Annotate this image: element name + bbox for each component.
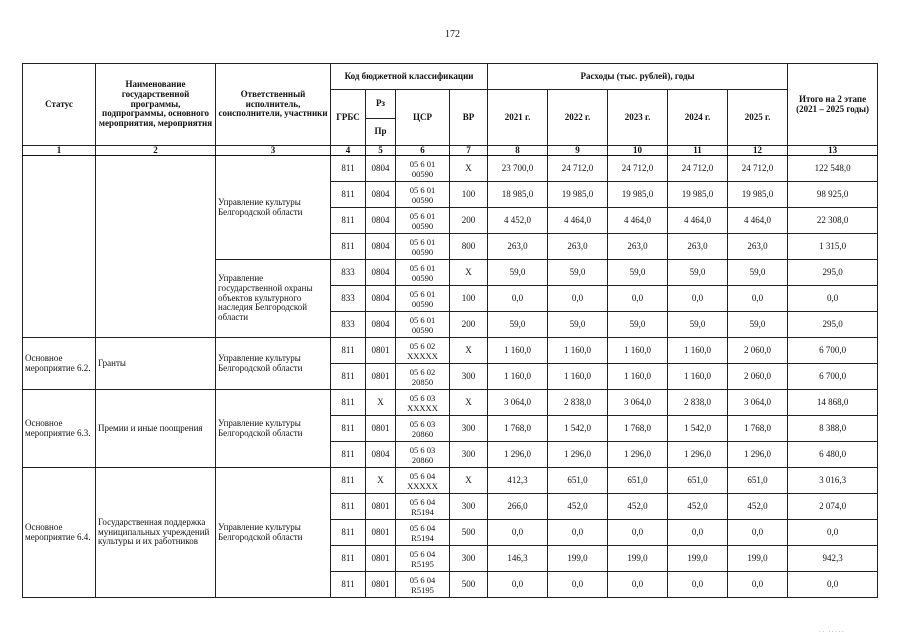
csr-cell [396,338,450,364]
value-cell-2024: 2 838,0 [668,390,728,416]
value-cell-2021: 59,0 [488,260,548,286]
header-year-2021: 2021 г. [488,90,548,146]
value-cell-2023: 4 464,0 [608,208,668,234]
value-cell-2021: 266,0 [488,494,548,520]
grbs-cell: 811 [331,546,366,572]
value-cell-2024: 452,0 [668,494,728,520]
col-number: 5 [366,146,396,156]
vr-cell: 300 [450,546,488,572]
value-cell-2022: 651,0 [548,468,608,494]
value-cell-2025: 24 712,0 [728,156,788,182]
rzpr-cell: 0804 [366,234,396,260]
header-name: Наименование государственной программы, подпрограммы, основного мероприятия, мероприятия [96,64,216,146]
rzpr-cell: 0804 [366,156,396,182]
vr-cell: 200 [450,208,488,234]
header-grbs: ГРБС [331,90,366,146]
col-number: 12 [728,146,788,156]
value-cell-2023: 0,0 [608,572,668,598]
status-cell [23,156,96,338]
value-cell-2022: 59,0 [548,260,608,286]
value-cell-2021: 0,0 [488,286,548,312]
grbs-cell: 811 [331,390,366,416]
csr-code-part: XXXXX [407,402,438,413]
value-cell-2024: 0,0 [668,572,728,598]
csr-code-part: R5194 [411,532,434,543]
name-cell: Премии и иные поощрения [96,390,216,468]
csr-code-part: 05 6 04 [409,470,436,481]
csr-code-part: 05 6 01 [409,262,436,273]
vr-cell: 800 [450,234,488,260]
csr-code-part: 20860 [411,454,434,465]
col-number: 13 [788,146,878,156]
value-cell-2024: 59,0 [668,312,728,338]
csr-cell [396,364,450,390]
value-cell-2021: 1 160,0 [488,338,548,364]
value-cell-2021: 3 064,0 [488,390,548,416]
grbs-cell: 811 [331,182,366,208]
value-cell-2025: 3 064,0 [728,390,788,416]
vr-cell: 100 [450,286,488,312]
value-cell-2023: 1 160,0 [608,338,668,364]
value-cell-2024: 0,0 [668,286,728,312]
col-number: 7 [450,146,488,156]
csr-code-part: 00590 [411,298,434,309]
name-cell [96,156,216,338]
value-cell-2021: 0,0 [488,572,548,598]
header-year-2024: 2024 г. [668,90,728,146]
table-body [23,156,878,598]
value-cell-2021: 59,0 [488,312,548,338]
header-status: Статус [23,64,96,146]
value-cell-2024: 651,0 [668,468,728,494]
csr-code-part: 20860 [411,428,434,439]
total-cell: 2 074,0 [788,494,878,520]
responsible-cell: Управление культуры Белгородской области [216,468,331,598]
table-row [23,338,878,364]
csr-cell [396,416,450,442]
value-cell-2022: 59,0 [548,312,608,338]
value-cell-2022: 2 838,0 [548,390,608,416]
total-cell: 6 700,0 [788,338,878,364]
rzpr-cell: 0804 [366,182,396,208]
total-cell: 3 016,3 [788,468,878,494]
total-cell: 0,0 [788,520,878,546]
value-cell-2021: 23 700,0 [488,156,548,182]
table-row [23,156,878,182]
table-row [23,468,878,494]
col-number: 2 [96,146,216,156]
vr-cell: 300 [450,364,488,390]
value-cell-2022: 452,0 [548,494,608,520]
total-cell: 8 388,0 [788,416,878,442]
header-pr: Пр [366,119,396,146]
value-cell-2025: 651,0 [728,468,788,494]
csr-code-part: 00590 [411,220,434,231]
csr-code-part: 00590 [411,324,434,335]
value-cell-2022: 19 985,0 [548,182,608,208]
csr-cell [396,208,450,234]
col-number: 10 [608,146,668,156]
header-budget-code: Код бюджетной классификации [331,64,488,90]
csr-code-part: 05 6 01 [409,210,436,221]
value-cell-2024: 24 712,0 [668,156,728,182]
csr-cell [396,260,450,286]
header-year-2022: 2022 г. [548,90,608,146]
responsible-cell: Управление культуры Белгородской области [216,156,331,260]
grbs-cell: 833 [331,260,366,286]
csr-code-part: 05 6 03 [409,418,436,429]
csr-cell [396,442,450,468]
vr-cell: Х [450,338,488,364]
vr-cell: 300 [450,442,488,468]
rzpr-cell: 0801 [366,338,396,364]
value-cell-2021: 263,0 [488,234,548,260]
value-cell-2025: 1 768,0 [728,416,788,442]
vr-cell: 300 [450,494,488,520]
col-number: 3 [216,146,331,156]
rzpr-cell: 0801 [366,572,396,598]
col-number: 11 [668,146,728,156]
csr-code-part: 05 6 01 [409,184,436,195]
csr-code-part: 05 6 03 [409,392,436,403]
rzpr-cell: 0804 [366,286,396,312]
value-cell-2025: 0,0 [728,520,788,546]
total-cell: 942,3 [788,546,878,572]
vr-cell: 500 [450,520,488,546]
csr-cell [396,520,450,546]
value-cell-2023: 1 160,0 [608,364,668,390]
value-cell-2022: 0,0 [548,520,608,546]
value-cell-2022: 1 160,0 [548,338,608,364]
rzpr-cell: Х [366,390,396,416]
header-year-2023: 2023 г. [608,90,668,146]
grbs-cell: 833 [331,312,366,338]
csr-cell [396,494,450,520]
header-year-2025: 2025 г. [728,90,788,146]
rzpr-cell: Х [366,468,396,494]
header-responsible: Ответственный исполнитель, соисполнители, участники [216,64,331,146]
grbs-cell: 811 [331,442,366,468]
total-cell: 0,0 [788,572,878,598]
csr-code-part: 05 6 01 [409,314,436,325]
status-cell: Основное мероприятие 6.4. [23,468,96,598]
vr-cell: Х [450,156,488,182]
value-cell-2024: 1 160,0 [668,338,728,364]
rzpr-cell: 0801 [366,364,396,390]
value-cell-2023: 0,0 [608,520,668,546]
value-cell-2024: 263,0 [668,234,728,260]
value-cell-2024: 199,0 [668,546,728,572]
csr-cell [396,546,450,572]
total-cell: 295,0 [788,312,878,338]
csr-cell [396,286,450,312]
value-cell-2021: 1 296,0 [488,442,548,468]
value-cell-2023: 452,0 [608,494,668,520]
total-cell: 122 548,0 [788,156,878,182]
total-cell: 295,0 [788,260,878,286]
total-cell: 1 315,0 [788,234,878,260]
status-cell: Основное мероприятие 6.3. [23,390,96,468]
vr-cell: 100 [450,182,488,208]
value-cell-2024: 0,0 [668,520,728,546]
value-cell-2023: 3 064,0 [608,390,668,416]
csr-code-part: 05 6 04 [409,548,436,559]
csr-code-part: 00590 [411,194,434,205]
total-cell: 6 700,0 [788,364,878,390]
csr-code-part: 05 6 04 [409,574,436,585]
csr-code-part: 05 6 01 [409,288,436,299]
col-number: 8 [488,146,548,156]
rzpr-cell: 0804 [366,208,396,234]
rzpr-cell: 0801 [366,520,396,546]
value-cell-2023: 1 768,0 [608,416,668,442]
responsible-cell: Управление культуры Белгородской области [216,390,331,468]
value-cell-2022: 0,0 [548,572,608,598]
csr-cell [396,390,450,416]
csr-code-part: 00590 [411,246,434,257]
total-cell: 22 308,0 [788,208,878,234]
value-cell-2025: 59,0 [728,312,788,338]
value-cell-2023: 59,0 [608,312,668,338]
column-number-row [23,146,878,156]
total-cell: 14 868,0 [788,390,878,416]
value-cell-2024: 59,0 [668,260,728,286]
csr-cell [396,468,450,494]
value-cell-2022: 4 464,0 [548,208,608,234]
value-cell-2022: 199,0 [548,546,608,572]
vr-cell: 500 [450,572,488,598]
rzpr-cell: 0804 [366,312,396,338]
csr-code-part: 00590 [411,168,434,179]
value-cell-2023: 19 985,0 [608,182,668,208]
value-cell-2023: 24 712,0 [608,156,668,182]
grbs-cell: 811 [331,208,366,234]
grbs-cell: 811 [331,494,366,520]
value-cell-2025: 2 060,0 [728,364,788,390]
name-cell: Государственная поддержка муниципальных учреждений культуры и их работников [96,468,216,598]
value-cell-2024: 4 464,0 [668,208,728,234]
rzpr-cell: 0801 [366,494,396,520]
value-cell-2022: 0,0 [548,286,608,312]
total-cell: 6 480,0 [788,442,878,468]
value-cell-2023: 1 296,0 [608,442,668,468]
header-expenses: Расходы (тыс. рублей), годы [488,64,788,90]
value-cell-2025: 1 296,0 [728,442,788,468]
grbs-cell: 811 [331,234,366,260]
rzpr-cell: 0804 [366,442,396,468]
value-cell-2024: 1 296,0 [668,442,728,468]
grbs-cell: 811 [331,468,366,494]
csr-code-part: 05 6 02 [409,366,436,377]
vr-cell: Х [450,390,488,416]
grbs-cell: 811 [331,156,366,182]
value-cell-2022: 1 542,0 [548,416,608,442]
scan-mark: ·· ····· [818,628,845,636]
page-number: 172 [445,29,460,40]
value-cell-2025: 2 060,0 [728,338,788,364]
grbs-cell: 811 [331,338,366,364]
grbs-cell: 811 [331,520,366,546]
status-cell: Основное мероприятие 6.2. [23,338,96,390]
value-cell-2022: 1 296,0 [548,442,608,468]
table-row [23,390,878,416]
value-cell-2022: 263,0 [548,234,608,260]
value-cell-2023: 199,0 [608,546,668,572]
csr-code-part: R5195 [411,558,434,569]
value-cell-2025: 0,0 [728,286,788,312]
csr-cell [396,182,450,208]
value-cell-2021: 1 768,0 [488,416,548,442]
csr-cell [396,572,450,598]
csr-cell [396,234,450,260]
header-csr: ЦСР [396,90,450,146]
csr-code-part: 05 6 01 [409,158,436,169]
vr-cell: 300 [450,416,488,442]
value-cell-2025: 452,0 [728,494,788,520]
header-total: Итого на 2 этапе (2021 – 2025 годы) [788,64,878,146]
table-header [23,64,878,156]
csr-code-part: 05 6 04 [409,522,436,533]
csr-cell [396,156,450,182]
csr-code-part: XXXXX [407,480,438,491]
rzpr-cell: 0801 [366,416,396,442]
value-cell-2023: 651,0 [608,468,668,494]
csr-code-part: 05 6 02 [409,340,436,351]
vr-cell: Х [450,468,488,494]
csr-code-part: R5194 [411,506,434,517]
value-cell-2025: 59,0 [728,260,788,286]
value-cell-2023: 59,0 [608,260,668,286]
csr-code-part: XXXXX [407,350,438,361]
csr-code-part: 05 6 03 [409,444,436,455]
csr-code-part: 05 6 04 [409,496,436,507]
csr-code-part: R5195 [411,584,434,595]
value-cell-2025: 4 464,0 [728,208,788,234]
csr-cell [396,312,450,338]
header-rz: Рз [366,90,396,119]
total-cell: 0,0 [788,286,878,312]
rzpr-cell: 0804 [366,260,396,286]
csr-code-part: 00590 [411,272,434,283]
value-cell-2021: 18 985,0 [488,182,548,208]
csr-code-part: 05 6 01 [409,236,436,247]
responsible-cell: Управление государственной охраны объектов культурного наследия Белгородской области [216,260,331,338]
value-cell-2022: 24 712,0 [548,156,608,182]
budget-table [22,63,878,598]
value-cell-2024: 1 542,0 [668,416,728,442]
value-cell-2021: 1 160,0 [488,364,548,390]
csr-code-part: 20850 [411,376,434,387]
col-number: 6 [396,146,450,156]
grbs-cell: 811 [331,572,366,598]
col-number: 4 [331,146,366,156]
value-cell-2025: 263,0 [728,234,788,260]
value-cell-2021: 412,3 [488,468,548,494]
vr-cell: Х [450,260,488,286]
name-cell: Гранты [96,338,216,390]
value-cell-2023: 263,0 [608,234,668,260]
col-number: 9 [548,146,608,156]
rzpr-cell: 0801 [366,546,396,572]
total-cell: 98 925,0 [788,182,878,208]
value-cell-2025: 19 985,0 [728,182,788,208]
grbs-cell: 811 [331,416,366,442]
col-number: 1 [23,146,96,156]
value-cell-2021: 4 452,0 [488,208,548,234]
vr-cell: 200 [450,312,488,338]
value-cell-2025: 0,0 [728,572,788,598]
value-cell-2023: 0,0 [608,286,668,312]
grbs-cell: 833 [331,286,366,312]
value-cell-2024: 1 160,0 [668,364,728,390]
value-cell-2022: 1 160,0 [548,364,608,390]
value-cell-2024: 19 985,0 [668,182,728,208]
grbs-cell: 811 [331,364,366,390]
value-cell-2025: 199,0 [728,546,788,572]
value-cell-2021: 0,0 [488,520,548,546]
responsible-cell: Управление культуры Белгородской области [216,338,331,390]
header-vr: ВР [450,90,488,146]
value-cell-2021: 146,3 [488,546,548,572]
